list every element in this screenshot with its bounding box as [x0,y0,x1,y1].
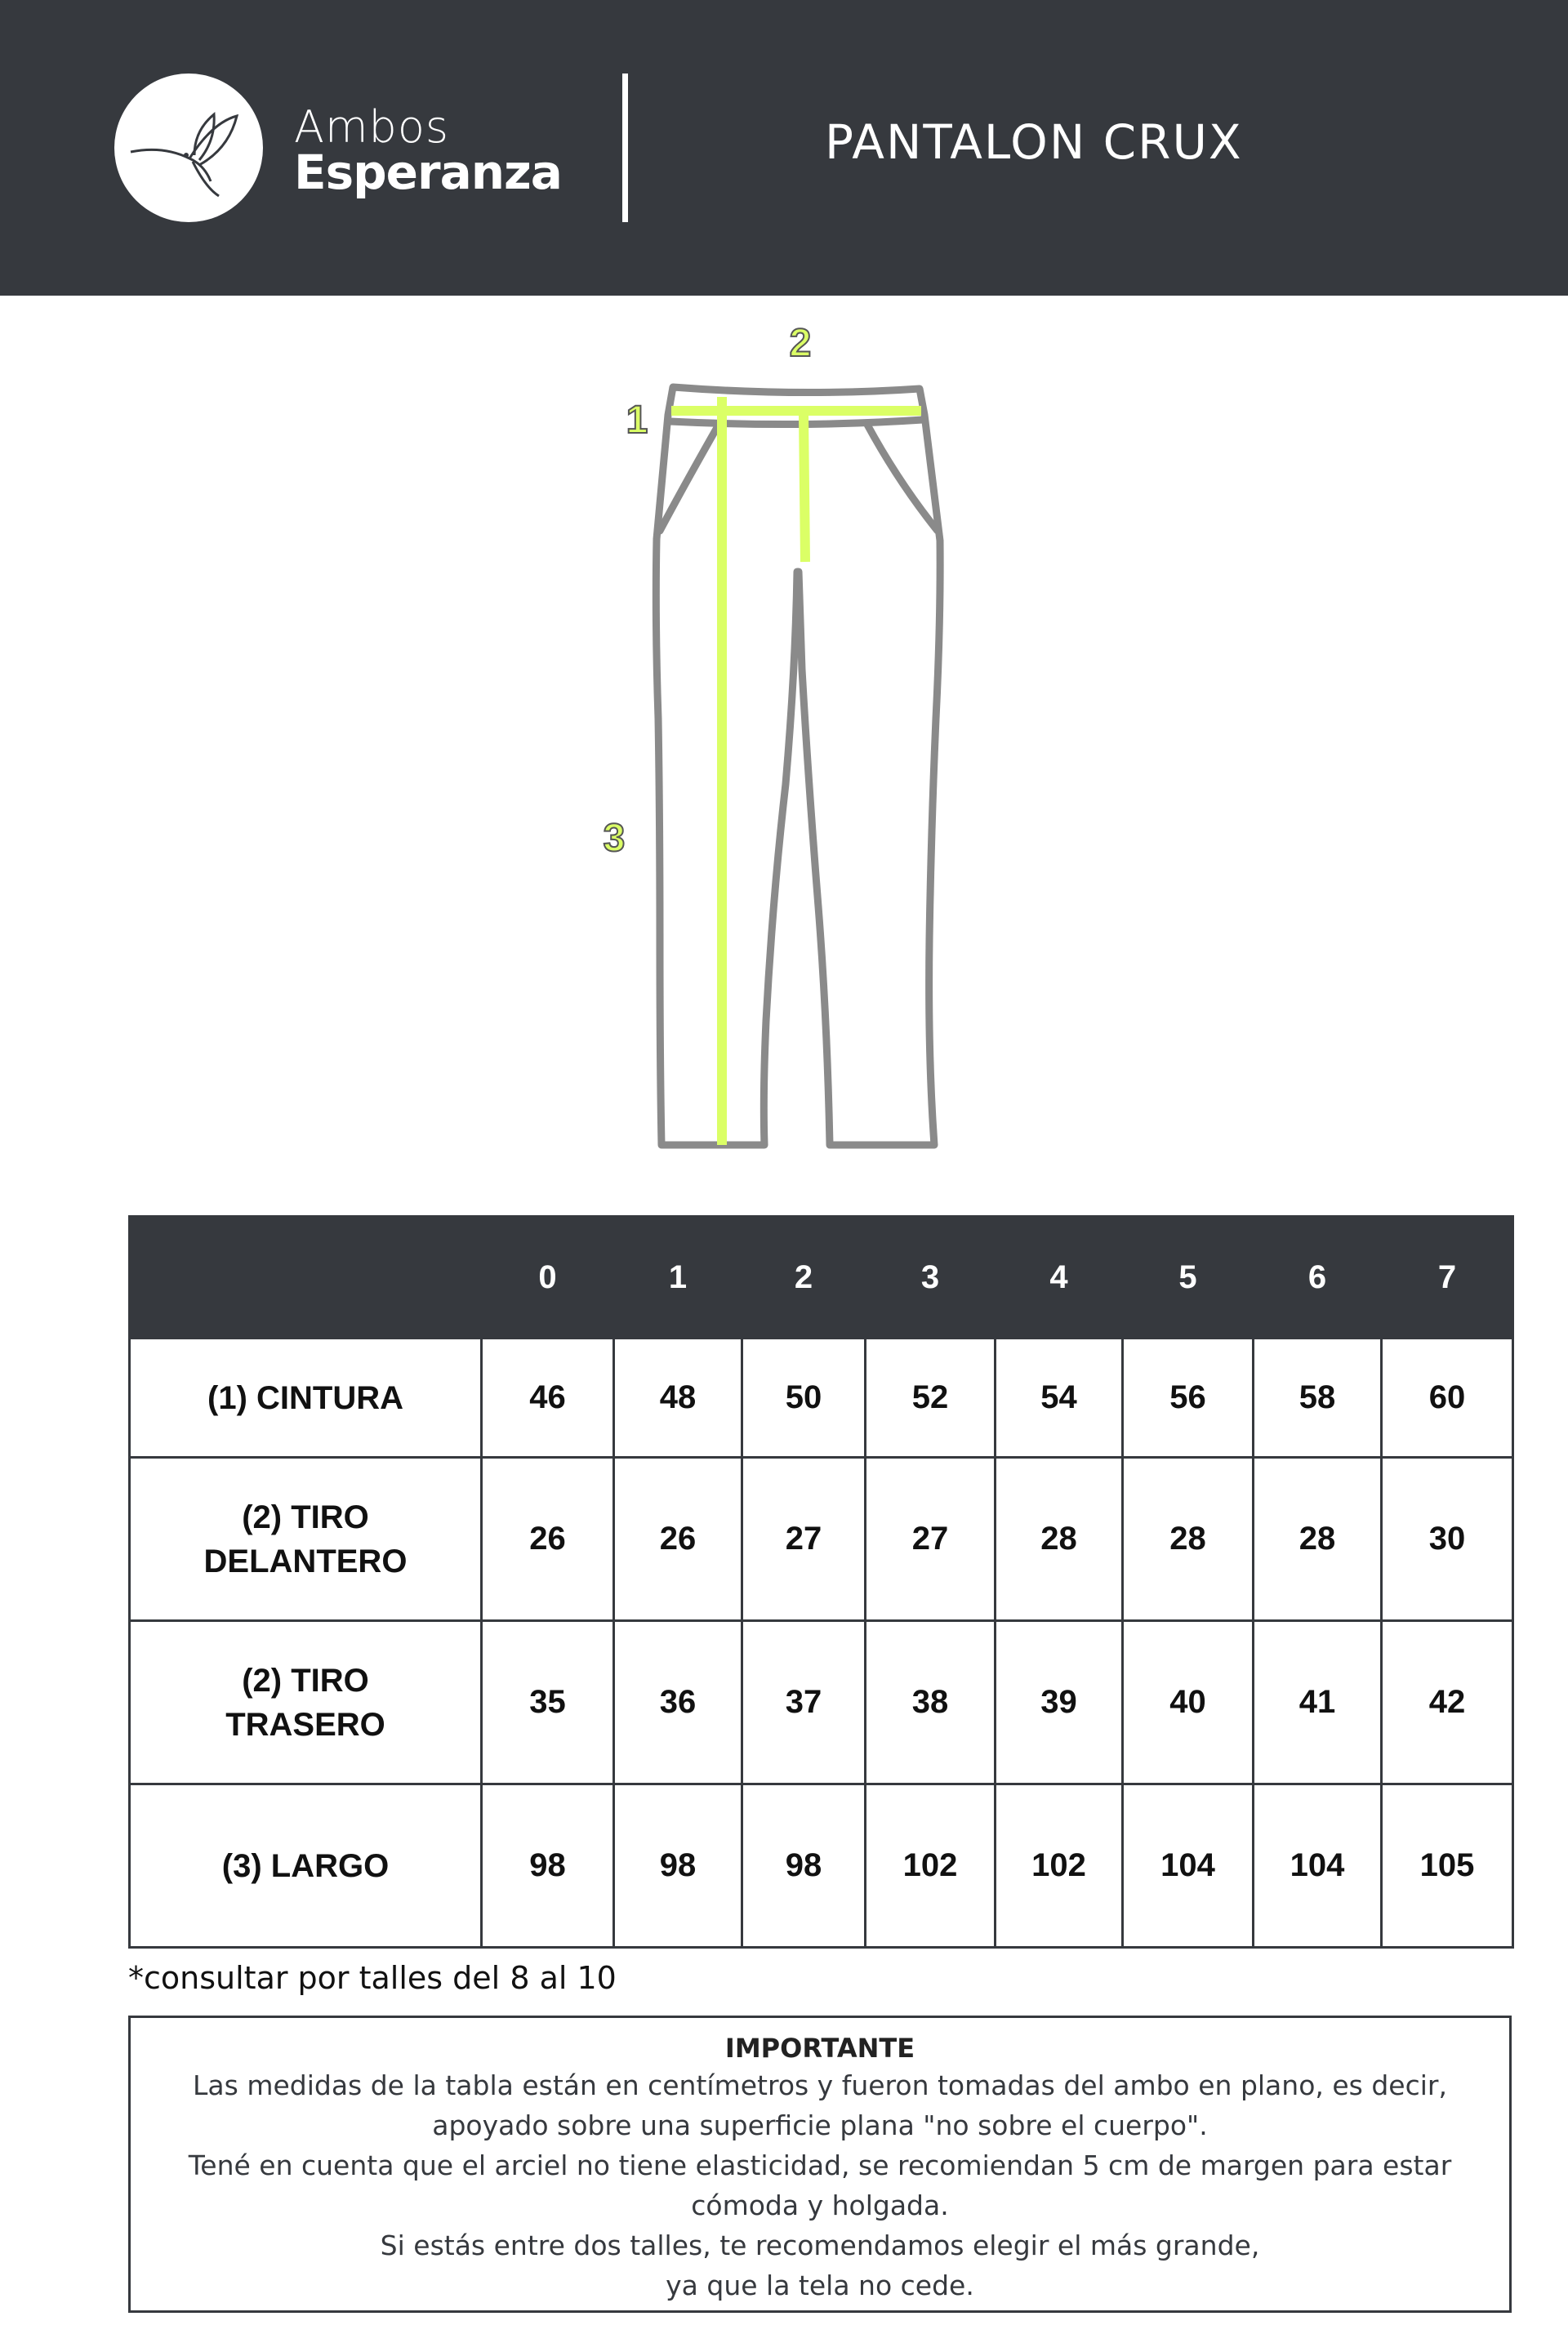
table-row-largo [130,1784,1513,1948]
table-cell: 104 [1254,1784,1382,1948]
row-label-line: (1) CINTURA [207,1379,403,1416]
brand-name [294,101,562,200]
table-cell: 98 [482,1784,614,1948]
header-bar [0,0,1568,296]
table-cell: 42 [1382,1621,1513,1784]
table-cell: 26 [482,1458,614,1621]
row-label-line: DELANTERO [203,1543,408,1579]
pants-measurement-diagram [0,296,1568,1178]
important-line: Tené en cuenta que el arciel no tiene elasticidad, se recomiendan 5 cm de margen para estar [188,2149,1452,2181]
header-cell-empty [130,1217,482,1339]
important-line: Las medidas de la tabla están en centímetros y fueron tomadas del ambo en plano, es decir, [193,2069,1447,2101]
row-label [130,1458,482,1621]
size-header-cell: 5 [1123,1217,1254,1339]
table-cell: 102 [866,1784,996,1948]
table-cell: 58 [1254,1339,1382,1458]
size-header-cell: 1 [614,1217,742,1339]
row-label-line: TRASERO [225,1706,385,1743]
table-cell: 105 [1382,1784,1513,1948]
important-line: apoyado sobre una superficie plana "no sobre el cuerpo". [432,2109,1208,2141]
table-cell: 30 [1382,1458,1513,1621]
measure-lines [671,397,921,1145]
table-cell: 28 [1123,1458,1254,1621]
marker-1: 1 [626,399,648,442]
table-row-tiro-trasero [130,1621,1513,1784]
row-label-line: (2) TIRO [242,1499,369,1535]
table-cell: 98 [742,1784,866,1948]
brand-line-2: Esperanza [294,145,562,200]
table-cell: 56 [1123,1339,1254,1458]
table-cell: 28 [1254,1458,1382,1621]
table-cell: 38 [866,1621,996,1784]
table-cell: 50 [742,1339,866,1458]
important-line: cómoda y holgada. [691,2189,949,2221]
important-line: ya que la tela no cede. [666,2270,974,2301]
header-divider [622,74,628,222]
size-header-cell: 3 [866,1217,996,1339]
table-cell: 27 [742,1458,866,1621]
hummingbird-logo-icon [114,74,263,222]
rise-measure-line [804,415,805,562]
table-row-tiro-delantero [130,1458,1513,1621]
table-cell: 27 [866,1458,996,1621]
pants-outline [656,387,940,1145]
table-cell: 40 [1123,1621,1254,1784]
size-header-cell: 0 [482,1217,614,1339]
table-cell: 104 [1123,1784,1254,1948]
brand-line-1: Ambos [294,101,449,153]
size-header-cell: 4 [996,1217,1123,1339]
table-cell: 98 [614,1784,742,1948]
table-cell: 28 [996,1458,1123,1621]
important-box [128,2016,1512,2313]
table-cell: 54 [996,1339,1123,1458]
important-title: IMPORTANTE [724,2033,915,2064]
product-title: PANTALON CRUX [825,114,1243,170]
table-row-cintura [130,1339,1513,1458]
marker-2: 2 [789,322,812,365]
table-cell: 102 [996,1784,1123,1948]
marker-3: 3 [603,817,626,860]
table-cell: 36 [614,1621,742,1784]
table-cell: 35 [482,1621,614,1784]
sizes-note: *consultar por talles del 8 al 10 [128,1960,617,1996]
row-label [130,1784,482,1948]
row-label-line: (2) TIRO [242,1662,369,1699]
row-label [130,1339,482,1458]
row-label [130,1621,482,1784]
size-header-cell: 2 [742,1217,866,1339]
table-cell: 52 [866,1339,996,1458]
table-cell: 46 [482,1339,614,1458]
table-header-row [130,1217,1513,1339]
table-cell: 26 [614,1458,742,1621]
size-header-cell: 6 [1254,1217,1382,1339]
table-cell: 37 [742,1621,866,1784]
size-header-cell: 7 [1382,1217,1513,1339]
important-line: Si estás entre dos talles, te recomendamos elegir el más grande, [380,2230,1260,2261]
size-table [128,1215,1514,1949]
table-cell: 39 [996,1621,1123,1784]
row-label-line: (3) LARGO [221,1847,390,1884]
table-cell: 48 [614,1339,742,1458]
table-cell: 60 [1382,1339,1513,1458]
table-cell: 41 [1254,1621,1382,1784]
